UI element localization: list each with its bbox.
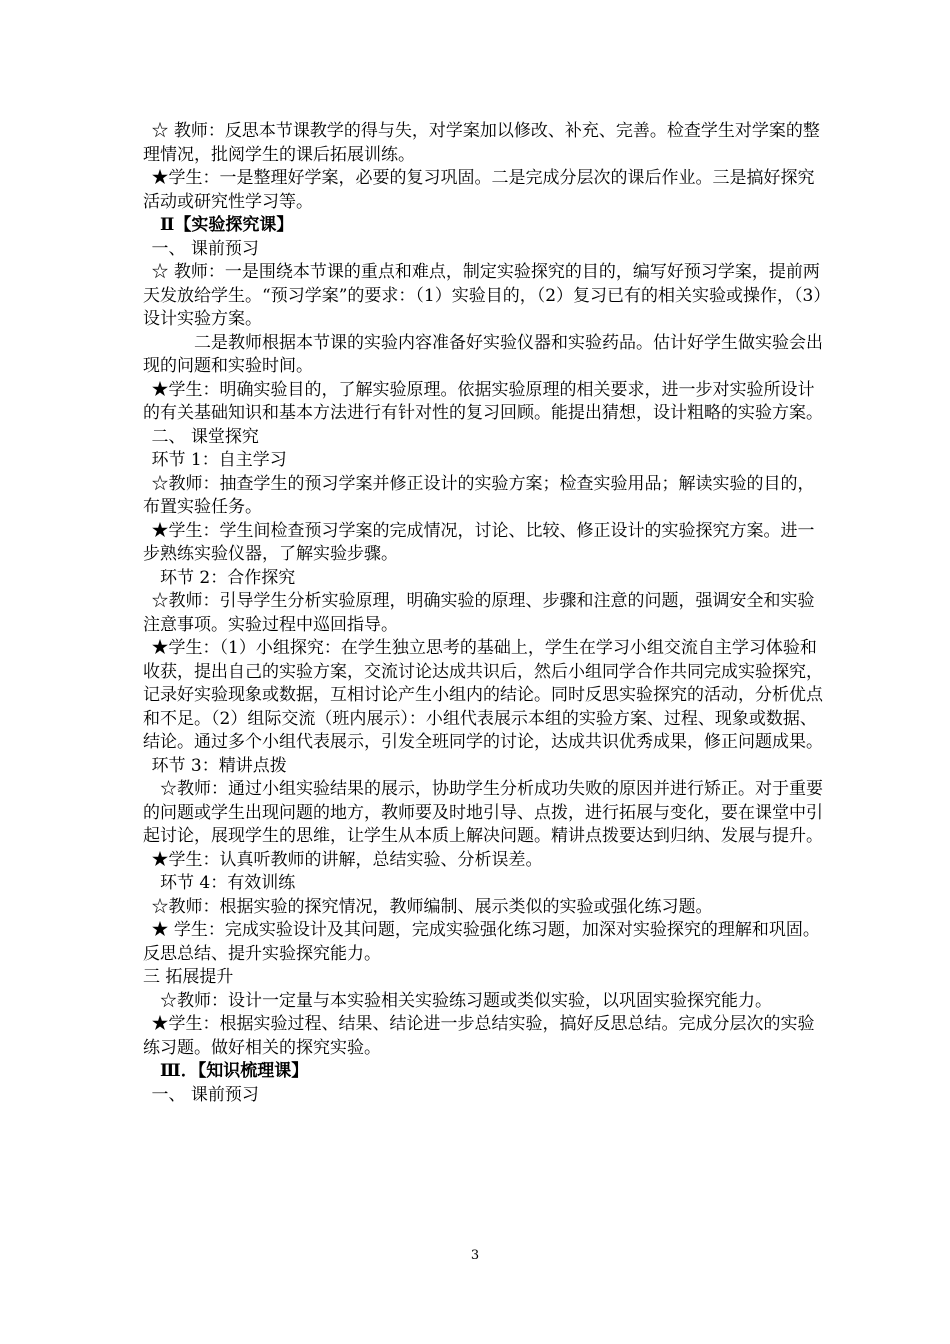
- paragraph: ★学生：学生间检查预习学案的完成情况，讨论、比较、修正设计的实验探究方案。进一步熟练实验仪器，了解实验步骤。: [143, 520, 815, 564]
- paragraph: ★学生：认真听教师的讲解，总结实验、分析误差。: [151, 849, 543, 870]
- paragraph: 二、 课堂探究: [151, 426, 259, 447]
- document-body: [143, 120, 823, 1107]
- paragraph: ☆教师：引导学生分析实验原理，明确实验的原理、步骤和注意的问题，强调安全和实验注意事项。实验过程中巡回指导。: [143, 591, 815, 635]
- paragraph: 一、 课前预习: [151, 1084, 259, 1105]
- paragraph: ★ 学生：完成实验设计及其问题，完成实验强化练习题，加深对实验探究的理解和巩固。反思总结、提升实验探究能力。: [143, 920, 820, 964]
- paragraph: 三 拓展提升: [143, 967, 234, 987]
- page-number: 3: [470, 1248, 480, 1263]
- paragraph: 二是教师根据本节课的实验内容准备好实验仪器和实验药品。估计好学生做实验会出现的问题和实验时间。: [143, 332, 823, 376]
- paragraph: ★学生：一是整理好学案，必要的复习巩固。二是完成分层次的课后作业。三是搞好探究活动或研究性学习等。: [143, 168, 815, 212]
- paragraph: ★学生：根据实验过程、结果、结论进一步总结实验，搞好反思总结。完成分层次的实验练习题。做好相关的探究实验。: [143, 1014, 815, 1058]
- paragraph: ☆教师：根据实验的探究情况，教师编制、展示类似的实验或强化练习题。: [151, 896, 713, 917]
- paragraph: ☆ 教师：一是围绕本节课的重点和难点，制定实验探究的目的，编写好预习学案，提前两天发放给学生。“预习学案”的要求：（1）实验目的，（2）复习已有的相关实验或操作，（3）设计实验方案。: [143, 262, 822, 329]
- paragraph: ★学生：明确实验目的，了解实验原理。依据实验原理的相关要求，进一步对实验所设计的有关基础知识和基本方法进行有针对性的复习回顾。能提出猜想，设计粗略的实验方案。: [143, 379, 823, 423]
- paragraph: 环节 3：精讲点拨: [151, 755, 287, 776]
- section-heading: Ⅱ【实验探究课】: [160, 215, 294, 235]
- paragraph: ★学生：（1）小组探究：在学生独立思考的基础上，学生在学习小组交流自主学习体验和收获，提出自己的实验方案，交流讨论达成共识后，然后小组同学合作共同完成实验探究，记录好实验现象或数据，互相讨论产生小组内的结论。同时反思实验探究的活动，分析优点和不足。（2）组际交流（班内展示）：小组代表展示本组的实验方案、过程、现象或数据、结论。通过多个小组代表展示，引发全班同学的讨论，达成共识优秀成果，修正问题成果。: [143, 638, 823, 752]
- paragraph: ☆教师：设计一定量与本实验相关实验练习题或类似实验，以巩固实验探究能力。: [160, 990, 772, 1011]
- paragraph: ☆教师：通过小组实验结果的展示，协助学生分析成功失败的原因并进行矫正。对于重要的问题或学生出现问题的地方，教师要及时地引导、点拨，进行拓展与变化，要在课堂中引起讨论，展现学生的思维，让学生从本质上解决问题。精讲点拨要达到归纳、发展与提升。: [143, 779, 823, 846]
- paragraph: 环节 1：自主学习: [151, 450, 287, 470]
- paragraph: ☆ 教师：反思本节课教学的得与失，对学案加以修改、补充、完善。检查学生对学案的整理情况，批阅学生的课后拓展训练。: [143, 121, 820, 165]
- paragraph: 环节 4：有效训练: [160, 873, 296, 893]
- paragraph: 环节 2：合作探究: [160, 567, 296, 588]
- section-heading: Ⅲ．【知识梳理课】: [160, 1061, 309, 1081]
- paragraph: 一、 课前预习: [151, 238, 259, 259]
- paragraph: ☆教师：抽查学生的预习学案并修正设计的实验方案；检查实验用品；解读实验的目的，布置实验任务。: [143, 473, 815, 517]
